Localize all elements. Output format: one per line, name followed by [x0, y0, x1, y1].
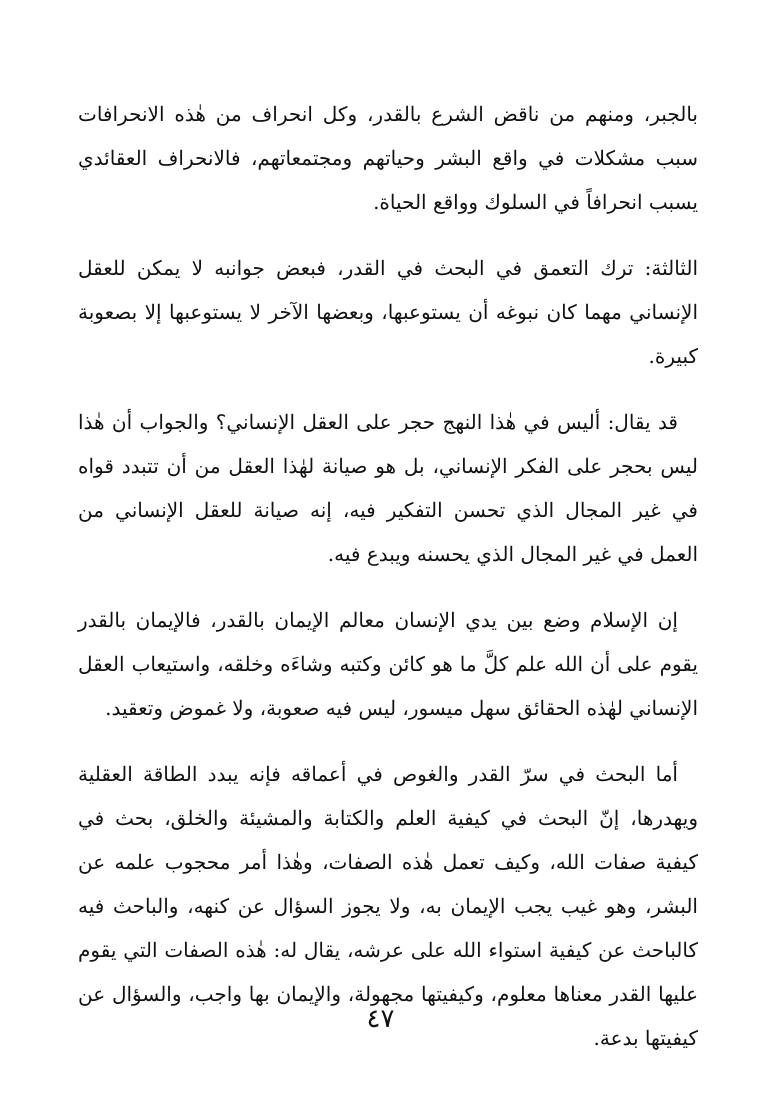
page-body: [78, 92, 698, 1082]
paragraph-4: إن الإسلام وضع بين يدي الإنسان معالم الإيمان بالقدر، فالإيمان بالقدر يقوم على أن الله علم كلَّ ما هو كائن وكتبه وشاءَه وخلقه، واستيعاب العقل الإنساني لهٰذه الحقائق سهل ميسور، ليس فيه صعوبة، ولا غموض وتعقيد.: [78, 608, 698, 720]
page-number: ٤٧: [366, 1004, 395, 1034]
paragraph-2: الثالثة: ترك التعمق في البحث في القدر، فبعض جوانبه لا يمكن للعقل الإنساني مهما كان نبوغه أن يستوعبها، وبعضها الآخر لا يستوعبها إلا بصعوبة كبيرة.: [78, 256, 698, 368]
paragraph-3: قد يقال: أليس في هٰذا النهج حجر على العقل الإنساني؟ والجواب أن هٰذا ليس بحجر على الفكر الإنساني، بل هو صيانة لهٰذا العقل من أن تتبدد قواه في غير المجال الذي تحسن التفكير فيه، إنه صيانة للعقل الإنساني من العمل في غير المجال الذي يحسنه ويبدع فيه.: [78, 410, 698, 566]
paragraph-1: بالجبر، ومنهم من ناقض الشرع بالقدر، وكل انحراف من هٰذه الانحرافات سبب مشكلات في واقع البشر وحياتهم ومجتمعاتهم، فالانحراف العقائدي يسبب انحرافاً في السلوك وواقع الحياة.: [78, 102, 698, 214]
paragraph-5: أما البحث في سرّ القدر والغوص في أعماقه فإنه يبدد الطاقة العقلية ويهدرها، إنّ البحث في كيفية العلم والكتابة والمشيئة والخلق، بحث في كيفية صفات الله، وكيف تعمل هٰذه الصفات، وهٰذا أمر محجوب علمه عن البشر، وهو غيب يجب الإيمان به، ولا يجوز السؤال عن كنهه، والباحث فيه كالباحث عن كيفية استواء الله على عرشه، يقال له: هٰذه الصفات التي يقوم عليها القدر معناها معلوم، وكيفيتها مجهولة، والإيمان بها واجب، والسؤال عن كيفيتها بدعة.: [78, 762, 698, 1050]
